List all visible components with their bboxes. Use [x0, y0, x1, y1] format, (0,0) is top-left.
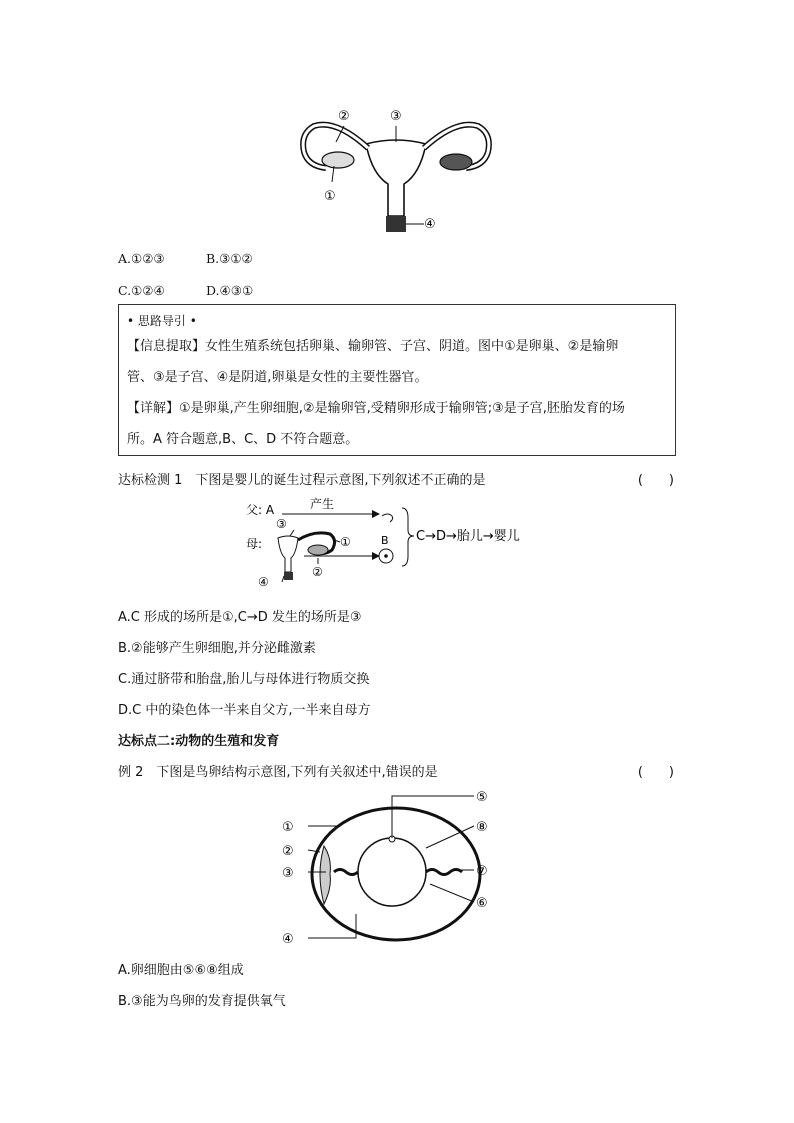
fig1-label-4: ④ [424, 217, 436, 232]
guide-info-line-1: 【信息提取】女性生殖系统包括卵巢、输卵管、子宫、阴道。图中①是卵巢、②是输卵 [127, 339, 619, 354]
egg-label-1: ① [282, 820, 294, 835]
fig1-label-3: ③ [390, 109, 402, 124]
fig1-label-1: ① [324, 189, 336, 204]
q1-answer-bracket: ( ) [637, 473, 674, 488]
egg-label-6: ⑥ [476, 896, 488, 911]
q2-stem: 例 2 下图是鸟卵结构示意图,下列有关叙述中,错误的是 ( ) [118, 761, 678, 780]
female-reproductive-figure [296, 104, 496, 234]
egg-label-2: ② [282, 844, 294, 859]
chain-label: C→D→胎儿→婴儿 [416, 529, 520, 544]
prev-option-c: C.①②④ [118, 283, 165, 298]
fig2-num-1: ① [340, 535, 351, 549]
prev-option-b: B.③①② [205, 251, 253, 266]
egg-label-8: ⑧ [476, 820, 488, 835]
father-label: 父: A [246, 503, 275, 517]
guide-detail-line-1: 【详解】①是卵巢,产生卵细胞,②是输卵管,受精卵形成于输卵管;③是子宫,胚胎发育的场 [127, 401, 625, 416]
fig1-label-2: ② [338, 109, 350, 124]
q1-option-a: A.C 形成的场所是①,C→D 发生的场所是③ [118, 610, 362, 625]
bird-egg-figure [278, 786, 528, 948]
detail-label: 【详解】 [127, 401, 180, 416]
egg-label-5: ⑤ [476, 790, 488, 805]
q2-option-b: B.③能为鸟卵的发育提供氧气 [118, 994, 286, 1009]
prev-option-d: D.④③① [205, 283, 254, 298]
birth-process-figure [244, 494, 544, 594]
egg-label-3: ③ [282, 866, 294, 881]
guide-title: • 思路导引 • [127, 314, 197, 328]
fig2-num-4: ④ [258, 575, 269, 589]
analysis-guide-box [118, 304, 676, 456]
q1-option-b: B.②能够产生卵细胞,并分泌雌激素 [118, 641, 316, 656]
mother-label: 母: [246, 537, 263, 551]
prev-option-a: A.①②③ [118, 251, 165, 266]
guide-detail-line-2: 所。A 符合题意,B、C、D 不符合题意。 [127, 432, 359, 447]
fig2-num-3: ③ [276, 517, 287, 531]
produce-label: 产生 [310, 497, 335, 511]
fig2-num-2: ② [312, 565, 323, 579]
egg-b-label: B [381, 534, 389, 547]
prev-options-row-1 [118, 251, 253, 266]
q1-option-c: C.通过脐带和胎盘,胎儿与母体进行物质交换 [118, 672, 370, 687]
q1-stem: 达标检测 1 下图是婴儿的诞生过程示意图,下列叙述不正确的是 ( ) [118, 469, 678, 488]
q2-option-a: A.卵细胞由⑤⑥⑧组成 [118, 963, 244, 978]
guide-info-line-2: 管、③是子宫、④是阴道,卵巢是女性的主要性器官。 [127, 370, 428, 385]
info-label: 【信息提取】 [127, 339, 206, 354]
prev-options-row-2 [118, 283, 253, 298]
egg-label-7: ⑦ [476, 864, 488, 879]
q1-option-d: D.C 中的染色体一半来自父方,一半来自母方 [118, 703, 371, 718]
section-title: 达标点二:动物的生殖和发育 [118, 734, 280, 749]
egg-label-4: ④ [282, 932, 294, 947]
q2-answer-bracket: ( ) [637, 765, 674, 780]
